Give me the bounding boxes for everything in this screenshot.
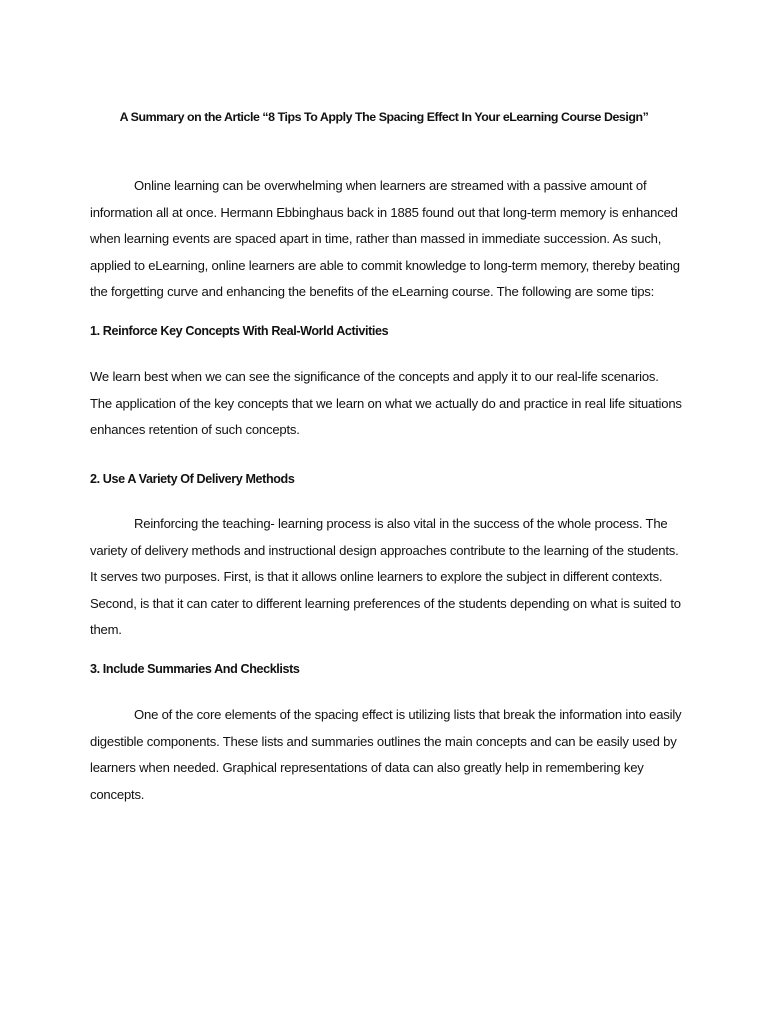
section-2-body: Reinforcing the teaching- learning process is also vital in the success of the whole process. The variety of delivery methods and instructional design approaches contribute to the learning of the students. It serves two purposes. First, is that it allows online learners to explore the subject in different contexts. Second, is that it can cater to different learning preferences of the students depending on what is suited to them.	[90, 516, 681, 638]
intro-paragraph: Online learning can be overwhelming when learners are streamed with a passive amount of information all at once. Hermann Ebbinghaus back in 1885 found out that long-term memory is enhanced when learning events are spaced apart in time, rather than massed in immediate succession. As such, applied to eLearning, online learners are able to commit knowledge to long-term memory, thereby beating the forgetting curve and enhancing the benefits of the eLearning course. The following are some tips:	[90, 178, 680, 300]
document-title: A Summary on the Article “8 Tips To Apply The Spacing Effect In Your eLearning Course Design”	[119, 110, 649, 124]
section-1-heading: 1. Reinforce Key Concepts With Real-World Activities	[90, 324, 389, 338]
section-3-body: One of the core elements of the spacing effect is utilizing lists that break the information into easily digestible components. These lists and summaries outlines the main concepts and can be easily used by learners when needed. Graphical representations of data can also greatly help in remembering key concepts.	[90, 707, 682, 802]
section-1-body: We learn best when we can see the significance of the concepts and apply it to our real-life scenarios. The application of the key concepts that we learn on what we actually do and practice in real life situations enhances retention of such concepts.	[90, 369, 682, 438]
section-2-heading: 2. Use A Variety Of Delivery Methods	[90, 472, 295, 486]
section-3-heading: 3. Include Summaries And Checklists	[90, 662, 300, 676]
